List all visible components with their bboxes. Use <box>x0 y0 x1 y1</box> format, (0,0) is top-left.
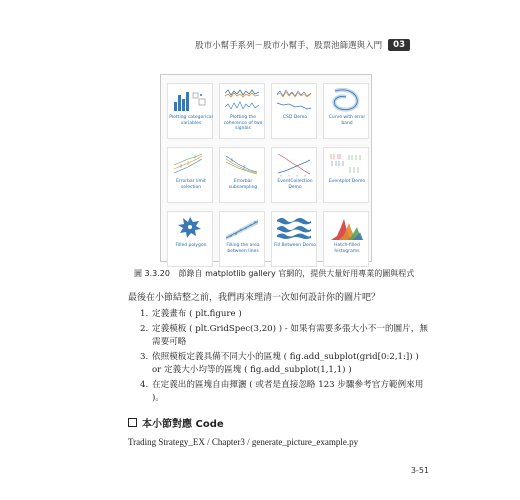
figure-number: 圖 3.3.20 <box>134 269 170 278</box>
gallery-item-label: Fill Between Demo <box>274 243 316 248</box>
step-text: 依照模板定義具備不同大小的區塊 ( fig.add_subplot(grid[0:2,1:]) ) or 定義大小均等的區塊 ( fig.add_subplot(1,1,1) ) <box>152 352 419 375</box>
gallery-item-label: Hatch-filled histograms <box>334 243 360 254</box>
gallery-screenshot <box>160 74 372 262</box>
section-heading <box>128 415 408 430</box>
steps-list <box>140 308 430 407</box>
gallery-grid <box>167 83 367 267</box>
header-title: 股市小幫手系列－股市小幫手，股票池篩選與入門 <box>195 41 383 51</box>
list-item <box>140 308 430 321</box>
page-number: 3-51 <box>410 466 429 475</box>
step-number: 2. <box>140 324 149 334</box>
figure-caption-text: 節錄自 matplotlib gallery 官網的，提供大量好用專業的圖與程式 <box>178 269 415 278</box>
gallery-item[interactable] <box>219 211 265 267</box>
figure-caption <box>134 268 434 279</box>
intro-paragraph: 最後在小節結整之前，我們再來理清一次如何設計你的圖片吧？ <box>128 293 381 303</box>
gallery-item-label: Curve with error band <box>328 115 366 126</box>
errorbar-subsample-icon <box>223 151 261 177</box>
step-number: 3. <box>140 352 149 362</box>
csd-plot-icon <box>275 87 313 113</box>
event-collection-icon <box>275 151 313 177</box>
step-text: 在定義出的區塊自由揮灑 ( 或者是直接忽略 123 步驟參考官方範例來用 )。 <box>152 380 424 403</box>
signal-coherence-icon <box>223 87 261 113</box>
gallery-item[interactable] <box>167 83 213 139</box>
step-text: 定義畫布 ( plt.figure ) <box>152 309 242 319</box>
list-item <box>140 351 430 377</box>
gallery-item-label: Filling the area between lines <box>226 243 260 254</box>
eventplot-icon <box>327 151 365 177</box>
gallery-item-label: Plotting the coherence of two signals <box>223 115 263 132</box>
errorbar-icon <box>171 151 209 177</box>
snowflake-polygon-icon <box>171 215 209 241</box>
bar-chart-icon <box>171 87 209 113</box>
hatch-histogram-icon <box>327 215 365 241</box>
step-text: 定義模板 ( plt.GridSpec(3,20) ) - 如果有需要多張大小不一的圖片，無需要可略 <box>152 324 428 347</box>
gallery-item[interactable] <box>271 83 317 139</box>
code-file-path: Trading Strategy_EX / Chapter3 / generate_picture_example.py <box>128 437 359 447</box>
gallery-item[interactable] <box>323 83 369 139</box>
fill-between-demo-icon <box>275 215 313 241</box>
gallery-item[interactable] <box>219 83 265 139</box>
step-number: 4. <box>140 380 149 390</box>
chapter-badge: 03 <box>388 39 410 51</box>
list-item <box>140 323 430 349</box>
gallery-item-label: EventCollection Demo <box>277 179 313 190</box>
section-title: 本小節對應 Code <box>142 419 224 430</box>
checkbox-bullet-icon <box>128 418 137 427</box>
gallery-item-label: Plotting categorical variables <box>169 115 213 126</box>
error-band-curve-icon <box>327 87 365 113</box>
fill-between-icon <box>223 215 261 241</box>
gallery-item[interactable] <box>323 211 369 267</box>
gallery-item-label: Errorbar subsampling <box>228 179 258 190</box>
gallery-item[interactable] <box>219 147 265 203</box>
list-item <box>140 379 430 405</box>
gallery-item-label: Eventplot Demo <box>328 179 366 184</box>
gallery-item[interactable] <box>323 147 369 203</box>
gallery-item[interactable] <box>271 211 317 267</box>
gallery-item-label: Errorbar limit selection <box>176 179 206 190</box>
gallery-item-label: CSD Demo <box>282 115 308 120</box>
step-number: 1. <box>140 309 149 319</box>
running-header <box>170 38 410 52</box>
gallery-item-label: Filled polygon <box>175 243 207 248</box>
gallery-item[interactable] <box>271 147 317 203</box>
gallery-item[interactable] <box>167 211 213 267</box>
gallery-item[interactable] <box>167 147 213 203</box>
